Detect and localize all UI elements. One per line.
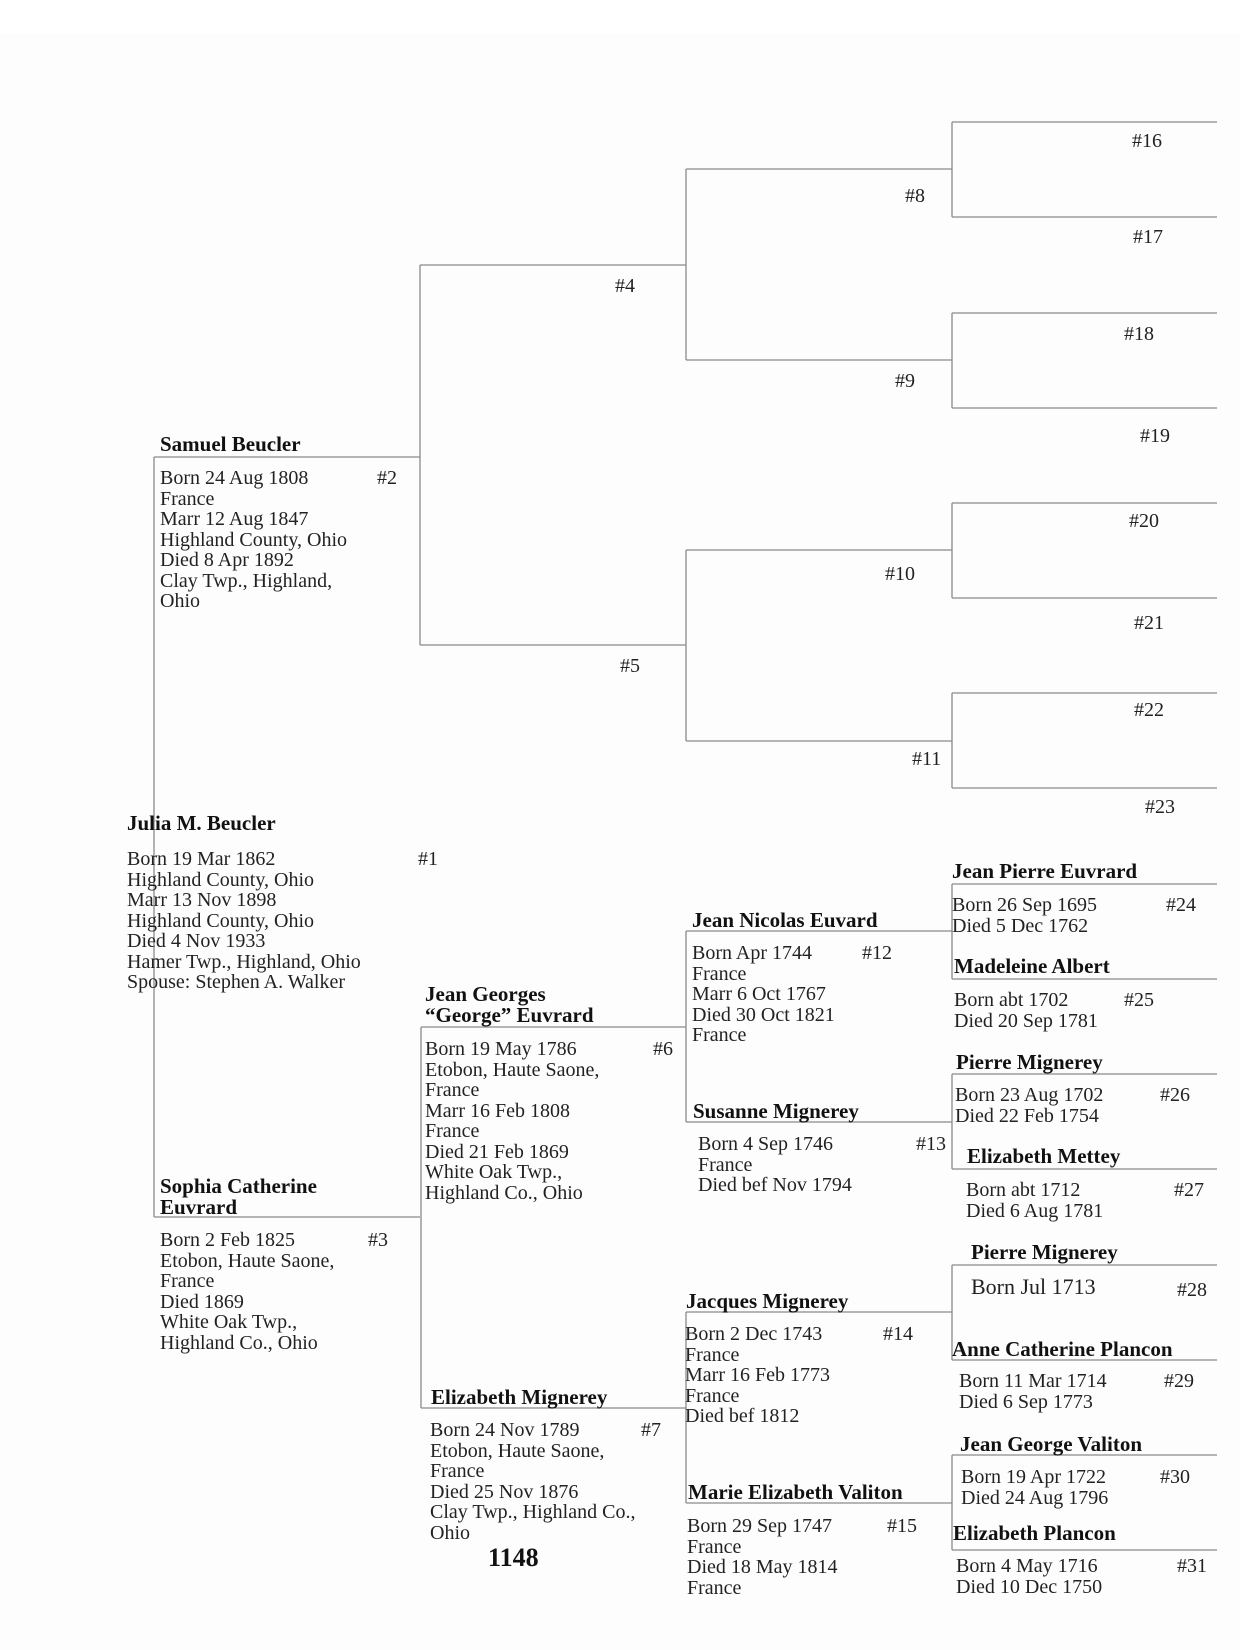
person-27-details: Born abt 1712 Died 6 Aug 1781 — [966, 1179, 1104, 1222]
person-26-details: Born 23 Aug 1702 Died 22 Feb 1754 — [955, 1084, 1104, 1127]
person-25-number: #25 — [1124, 989, 1154, 1011]
person-30-number: #30 — [1160, 1466, 1190, 1488]
person-25-name: Madeleine Albert — [954, 954, 1110, 978]
person-13-name: Susanne Mignerey — [693, 1099, 859, 1123]
person-3-number: #3 — [368, 1229, 388, 1251]
person-12-number: #12 — [862, 942, 892, 964]
person-24-details: Born 26 Sep 1695 Died 5 Dec 1762 — [952, 894, 1097, 937]
person-2-details: Born 24 Aug 1808 France Marr 12 Aug 1847 Highland County, Ohio Died 8 Apr 1892 Clay Twp., Highland, Ohio — [160, 467, 348, 612]
person-31-details: Born 4 May 1716 Died 10 Dec 1750 — [956, 1555, 1103, 1598]
person-24-number: #24 — [1166, 894, 1196, 916]
person-7-name: Elizabeth Mignerey — [431, 1385, 608, 1409]
person-14-name: Jacques Mignerey — [686, 1289, 849, 1313]
person-6-name: Jean Georges “George” Euvrard — [425, 982, 594, 1027]
person-2-number: #2 — [377, 467, 397, 489]
person-27-number: #27 — [1174, 1179, 1204, 1201]
person-14-details: Born 2 Dec 1743 France Marr 16 Feb 1773 France Died bef 1812 — [685, 1323, 830, 1427]
person-17-number: #17 — [1133, 226, 1163, 248]
person-28-number: #28 — [1177, 1279, 1207, 1301]
person-30-name: Jean George Valiton — [960, 1432, 1142, 1456]
person-14-number: #14 — [883, 1323, 913, 1345]
person-21-number: #21 — [1134, 612, 1164, 634]
person-16-number: #16 — [1132, 130, 1162, 152]
person-29-name: Anne Catherine Plancon — [952, 1337, 1173, 1361]
page-number: 1148 — [488, 1543, 539, 1572]
person-15-name: Marie Elizabeth Valiton — [688, 1480, 903, 1504]
person-22-number: #22 — [1134, 699, 1164, 721]
person-24-name: Jean Pierre Euvrard — [952, 859, 1138, 883]
person-28-details: Born Jul 1713 — [971, 1274, 1096, 1299]
person-3-details: Born 2 Feb 1825 Etobon, Haute Saone, France Died 1869 White Oak Twp., Highland Co., Ohio — [160, 1229, 335, 1354]
person-8-number: #8 — [905, 185, 925, 207]
person-7-number: #7 — [641, 1419, 661, 1441]
person-12-details: Born Apr 1744 France Marr 6 Oct 1767 Died 30 Oct 1821 France — [692, 942, 835, 1046]
person-13-details: Born 4 Sep 1746 France Died bef Nov 1794 — [698, 1133, 852, 1196]
person-31-number: #31 — [1177, 1555, 1207, 1577]
person-31-name: Elizabeth Plancon — [953, 1521, 1116, 1545]
person-11-number: #11 — [912, 748, 942, 770]
person-27-name: Elizabeth Mettey — [967, 1144, 1121, 1168]
person-29-details: Born 11 Mar 1714 Died 6 Sep 1773 — [959, 1370, 1107, 1413]
person-23-number: #23 — [1145, 796, 1175, 818]
person-13-number: #13 — [916, 1133, 946, 1155]
person-12-name: Jean Nicolas Euvard — [692, 908, 878, 932]
person-6-details: Born 19 May 1786 Etobon, Haute Saone, France Marr 16 Feb 1808 France Died 21 Feb 1869 White Oak Twp., Highland Co., Ohio — [425, 1038, 600, 1204]
person-10-number: #10 — [885, 563, 915, 585]
person-29-number: #29 — [1164, 1370, 1194, 1392]
person-1-details: Born 19 Mar 1862 Highland County, Ohio Marr 13 Nov 1898 Highland County, Ohio Died 4 Nov 1933 Hamer Twp., Highland, Ohio Spouse: Stephen A. Walker — [127, 848, 361, 993]
person-18-number: #18 — [1124, 323, 1154, 345]
person-1-number: #1 — [418, 848, 438, 870]
person-25-details: Born abt 1702 Died 20 Sep 1781 — [954, 989, 1098, 1032]
person-9-number: #9 — [895, 370, 915, 392]
person-7-details: Born 24 Nov 1789 Etobon, Haute Saone, France Died 25 Nov 1876 Clay Twp., Highland Co., Ohio — [430, 1419, 636, 1544]
person-1-name: Julia M. Beucler — [127, 811, 276, 835]
person-3-name: Sophia Catherine Euvrard — [160, 1174, 317, 1219]
person-26-name: Pierre Mignerey — [956, 1050, 1103, 1074]
person-2-name: Samuel Beucler — [160, 432, 301, 456]
person-15-details: Born 29 Sep 1747 France Died 18 May 1814 France — [687, 1515, 838, 1599]
person-6-number: #6 — [653, 1038, 673, 1060]
person-15-number: #15 — [887, 1515, 917, 1537]
person-26-number: #26 — [1160, 1084, 1190, 1106]
person-4-number: #4 — [615, 275, 635, 297]
person-5-number: #5 — [620, 655, 640, 677]
person-30-details: Born 19 Apr 1722 Died 24 Aug 1796 — [961, 1466, 1109, 1509]
person-20-number: #20 — [1129, 510, 1159, 532]
person-28-name: Pierre Mignerey — [971, 1240, 1118, 1264]
person-19-number: #19 — [1140, 425, 1170, 447]
